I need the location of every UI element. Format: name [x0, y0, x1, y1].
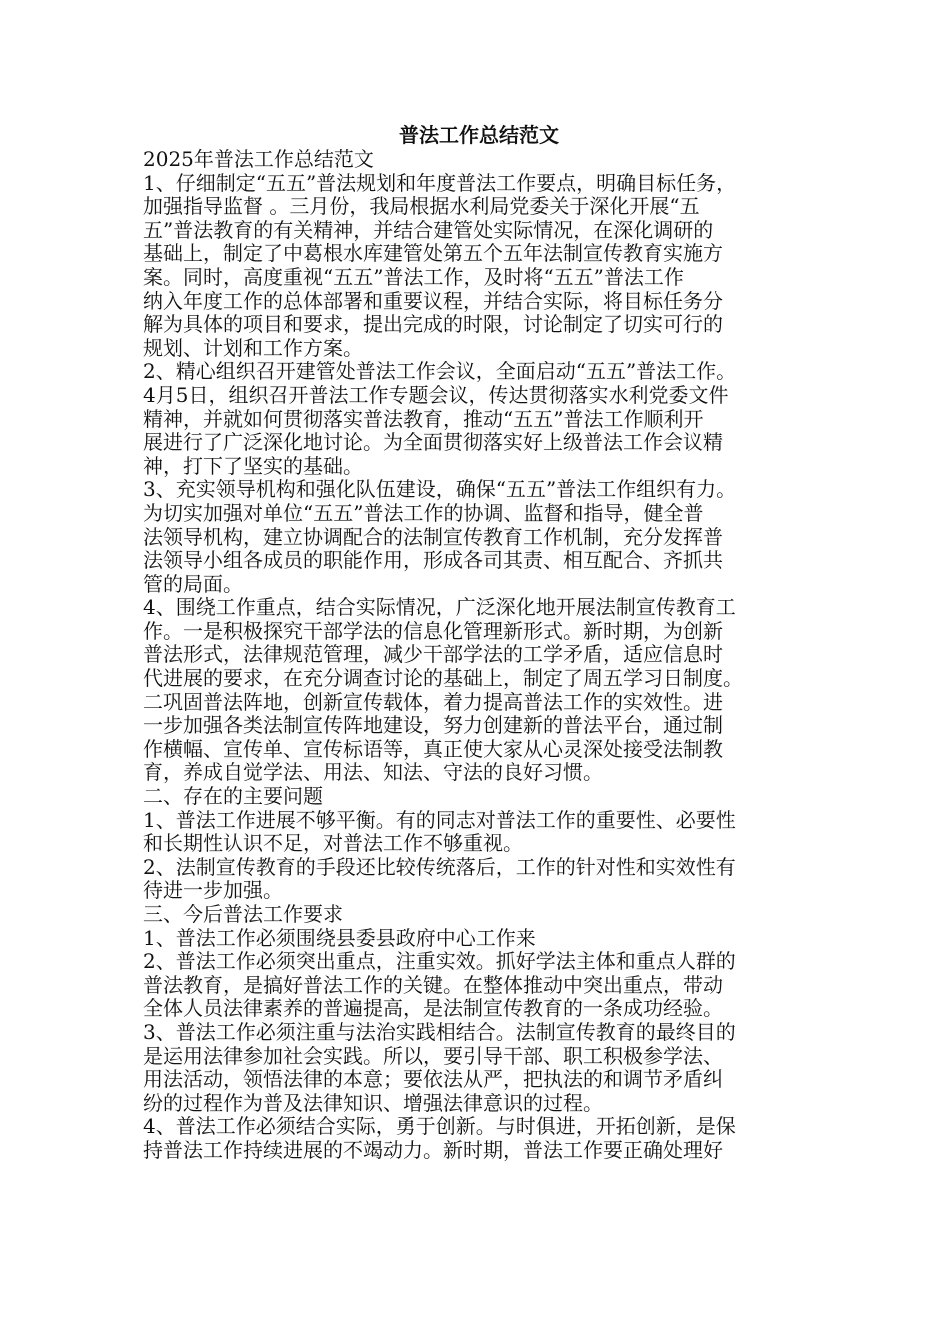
section-heading-problems: 二、存在的主要问题 [143, 784, 323, 809]
paragraph-problem-2: 2、法制宣传教育的手段还比较传统落后，工作的针对性和实效性有 待进一步加强。 [143, 854, 736, 903]
document-body [143, 122, 815, 1163]
paragraph-requirement-3: 3、普法工作必须注重与法治实践相结合。法制宣传教育的最终目的 是运用法律参加社会实践。所以，要引导干部、职工积极参学法、 用法活动，领悟法律的本意；要依法从严，把执法的和调节矛盾纠 纷的过程作为普及法律知识、增强法律意识的过程。 [143, 1019, 736, 1115]
paragraph-year-heading: 2025年普法工作总结范文 [143, 147, 374, 171]
paragraph-problem-1: 1、普法工作进展不够平衡。有的同志对普法工作的重要性、必要性 和长期性认识不足，对普法工作不够重视。 [143, 807, 736, 856]
paragraph-item-3: 3、充实领导机构和强化队伍建设，确保“五五”普法工作组织有力。 为切实加强对单位“五五”普法工作的协调、监督和指导，健全普 法领导机构，建立协调配合的法制宣传教育工作机制，充分发挥普 法领导小组各成员的职能作用，形成各司其责、相互配合、齐抓共 管的局面。 [143, 477, 737, 596]
section-heading-requirements: 三、今后普法工作要求 [143, 902, 343, 926]
paragraph-requirement-1: 1、普法工作必须围绕县委县政府中心工作来 [143, 925, 536, 950]
paragraph-item-1: 1、仔细制定“五五”普法规划和年度普法工作要点，明确目标任务， 加强指导监督 。三月份，我局根据水利局党委关于深化开展“五 五”普法教育的有关精神，并结合建管处实际情况，在深化调研的 基础上，制定了中葛根水库建管处第五个五年法制宣传教育实施方 案。同时，高度重视“五五”普法工作，及时将“五五”普法工作 纳入年度工作的总体部署和重要议程，并结合实际，将目标任务分 解为具体的项目和要求，提出完成的时限，讨论制定了切实可行的 规划、计划和工作方案。 [143, 170, 737, 360]
document-title: 普法工作总结范文 [399, 123, 559, 147]
paragraph-requirement-4: 4、普法工作必须结合实际，勇于创新。与时俱进，开拓创新，是保 持普法工作持续进展的不竭动力。新时期，普法工作要正确处理好 [143, 1114, 736, 1162]
paragraph-item-2: 2、精心组织召开建管处普法工作会议，全面启动“五五”普法工作。 4月5日，组织召开普法工作专题会议，传达贯彻落实水利党委文件 精神，并就如何贯彻落实普法教育，推动“五五”普法工作顺利开 展进行了广泛深化地讨论。为全面贯彻落实好上级普法工作会议精 神，打下了坚实的基础。 [143, 359, 737, 478]
paragraph-requirement-2: 2、普法工作必须突出重点，注重实效。抓好学法主体和重点人群的 普法教育，是搞好普法工作的关键。在整体推动中突出重点，带动 全体人员法律素养的普遍提高，是法制宣传教育的一条成功经验。 [143, 949, 736, 1021]
paragraph-item-4: 4、围绕工作重点，结合实际情况，广泛深化地开展法制宣传教育工 作。一是积极探究干部学法的信息化管理新形式。新时期，为创新 普法形式，法律规范管理，减少干部学法的工学矛盾，适应信息时 代进展的要求，在充分调查讨论的基础上，制定了周五学习日制度。 二巩固普法阵地，创新宣传载体，着力提高普法工作的实效性。进 一步加强各类法制宣传阵地建设，努力创建新的普法平台，通过制 作横幅、宣传单、宣传标语等，真正使大家从心灵深处接受法制教 育，养成自觉学法、用法、知法、守法的良好习惯。 [143, 595, 743, 785]
